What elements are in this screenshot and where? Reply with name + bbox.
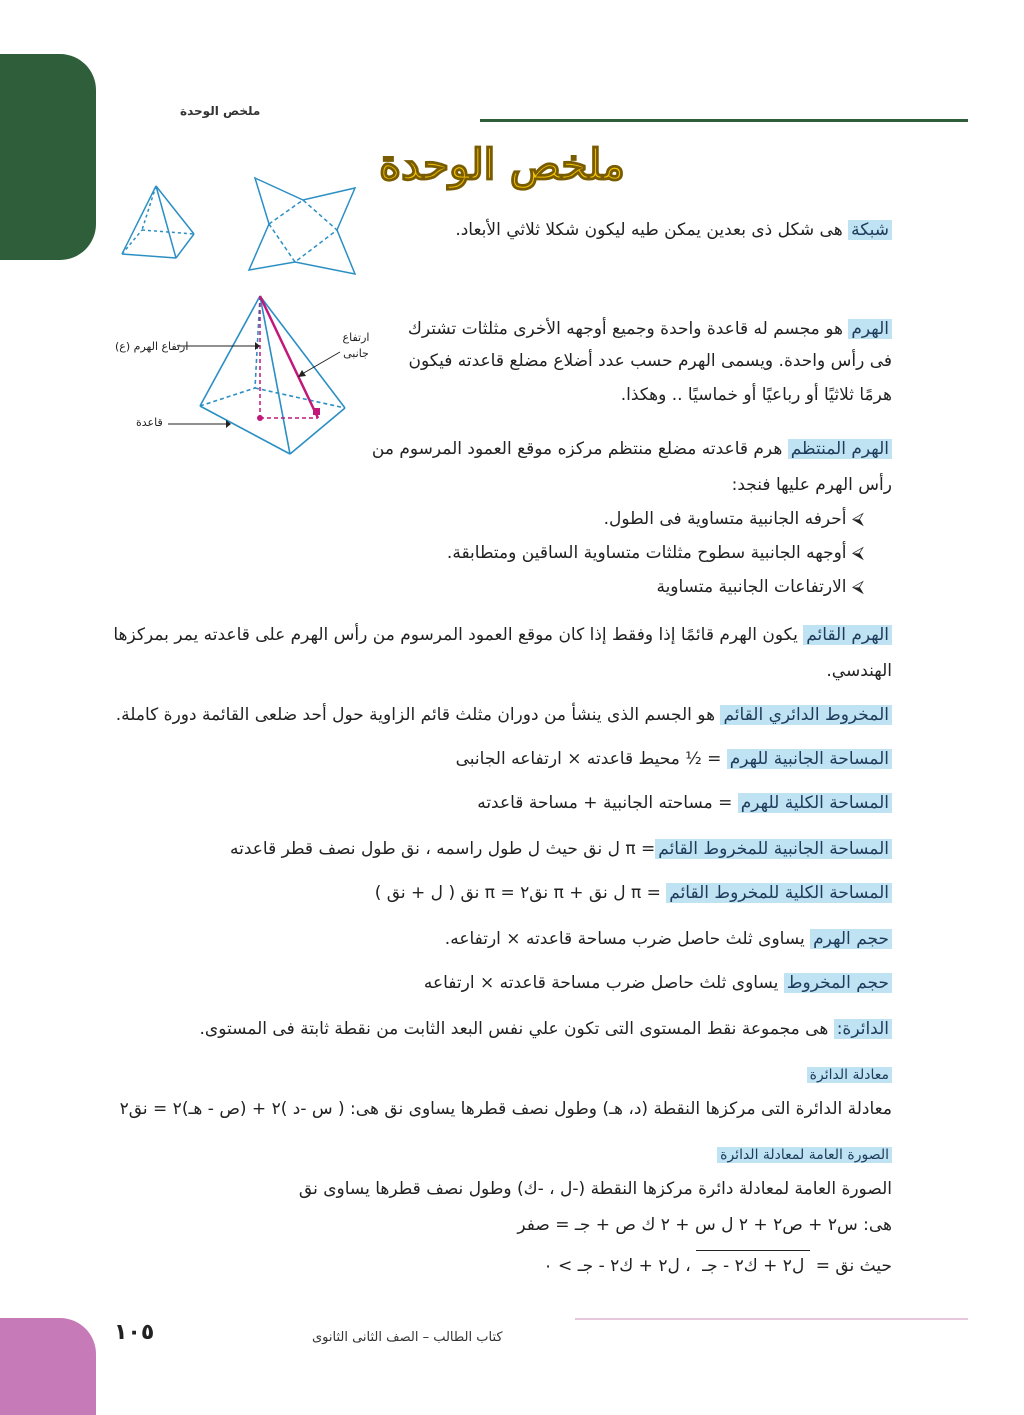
pyramid-definition-1: الهرم هو مجسم له قاعدة واحدة وجميع أوجهه الأخرى مثلثات تشترك <box>408 314 892 344</box>
header-rule <box>480 119 968 122</box>
regular-bullet-2: ⮘ أوجهه الجانبية سطوح مثلثات متساوية الساقين ومتطابقة. <box>446 543 864 563</box>
regular-pyramid-1: الهرم المنتظم هرم قاعدته مضلع منتظم مركزه موقع العمود المرسوم من <box>372 434 892 464</box>
pyramid-net-figure <box>245 170 360 280</box>
height-arrow <box>175 340 260 352</box>
general-form-line-3: حيث نق = ل٢ + ك٢ - جـ ، ل٢ + ك٢ - جـ > ٠ <box>544 1250 893 1281</box>
cone-definition: المخروط الدائري القائم هو الجسم الذى ينشأ من دوران مثلث قائم الزاوية حول أحد ضلعى القائمة دورة كاملة. <box>116 700 892 730</box>
circle-equation-heading: معادلة الدائرة <box>807 1060 892 1090</box>
regular-bullet-3: ⮘ الارتفاعات الجانبية متساوية <box>656 577 864 597</box>
circle-definition: الدائرة: هى مجموعة نقط المستوى التى تكون علي نفس البعد الثابت من نقطة ثابتة فى المستوى. <box>200 1014 893 1044</box>
height-label: ارتفاع الهرم (ع) <box>115 340 189 353</box>
footer-tab <box>0 1318 96 1415</box>
net-definition: شبكة هى شكل ذى بعدين يمكن طيه ليكون شكلا ثلاثي الأبعاد. <box>455 215 892 245</box>
book-title: كتاب الطالب – الصف الثانى الثانوى <box>312 1330 503 1345</box>
page-number: ١٠٥ <box>114 1320 155 1345</box>
pyramid-volume: حجم الهرم يساوى ثلث حاصل ضرب مساحة قاعدته × ارتفاعه. <box>445 924 892 954</box>
page-title: ملخص الوحدة <box>379 140 625 189</box>
base-arrow <box>166 418 231 430</box>
cone-lateral-area: المساحة الجانبية للمخروط القائم= π ل نق حيث ل طول راسمه ، نق طول نصف قطر قاعدته <box>230 834 892 864</box>
cone-total-area: المساحة الكلية للمخروط القائم = π ل نق + π نق٢ = π نق ( ل + نق ) <box>375 878 892 908</box>
slant-height-label: ارتفاع جانبى <box>342 331 370 360</box>
slant-arrow <box>296 350 342 380</box>
pyramid-small-figure <box>112 182 202 262</box>
cone-volume: حجم المخروط يساوى ثلث حاصل ضرب مساحة قاعدته × ارتفاعه <box>424 968 892 998</box>
base-label: قاعدة <box>136 416 163 429</box>
pyramid-definition-3: هرمًا ثلاثيًا أو رباعيًا أو خماسيًا .. وهكذا. <box>620 385 892 405</box>
circle-equation-line: معادلة الدائرة التى مركزها النقطة (د، هـ) وطول نصف قطرها يساوى نق هى: ( س -د )٢ + (ص - هـ)٢ = نق٢ <box>119 1099 892 1119</box>
right-pyramid-1: الهرم القائم يكون الهرم قائمًا إذا وفقط إذا كان موقع العمود المرسوم من رأس الهرم على قاعدته يمر بمركزها <box>113 620 892 650</box>
right-pyramid-2: الهندسي. <box>826 661 892 681</box>
regular-bullet-1: ⮘ أحرفه الجانبية متساوية فى الطول. <box>603 509 864 529</box>
sqrt-expression: ل٢ + ك٢ - جـ <box>696 1250 810 1281</box>
pyramid-total-area: المساحة الكلية للهرم = مساحته الجانبية + مساحة قاعدته <box>477 788 892 818</box>
section-label: ملخص الوحدة <box>180 104 261 118</box>
regular-pyramid-2: رأس الهرم عليها فنجد: <box>731 475 892 495</box>
general-form-line-1: الصورة العامة لمعادلة دائرة مركزها النقطة (-ل ، -ك) وطول نصف قطرها يساوى نق <box>298 1179 892 1199</box>
general-form-heading: الصورة العامة لمعادلة الدائرة <box>717 1140 892 1170</box>
chapter-tab <box>0 54 96 260</box>
pyramid-definition-2: فى رأس واحدة. ويسمى الهرم حسب عدد أضلاع مضلع قاعدته فيكون <box>408 351 892 371</box>
general-form-line-2: هى: س٢ + ص٢ + ٢ ل س + ٢ ك ص + جـ = صفر <box>517 1215 892 1235</box>
footer-rule <box>575 1318 968 1320</box>
pyramid-lateral-area: المساحة الجانبية للهرم = ½ محيط قاعدته × ارتفاعه الجانبى <box>456 744 892 774</box>
